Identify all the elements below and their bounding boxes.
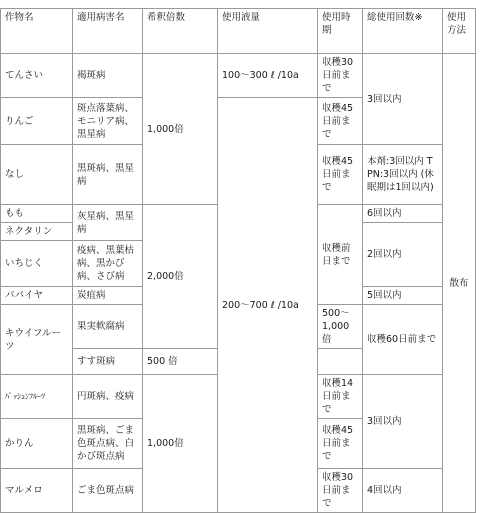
crop-cell: なし — [1, 145, 73, 205]
crop-cell: パパイヤ — [1, 287, 73, 305]
timing-cell: 収穫45日前まで — [318, 98, 363, 145]
crop-cell: てんさい — [1, 54, 73, 98]
timing-cell: 収穫45日前まで — [318, 145, 363, 205]
crop-cell: キウイフルーツ — [1, 305, 73, 375]
timing-cell: 収穫60日前まで — [363, 305, 443, 375]
method-cell: 散布 — [443, 54, 476, 513]
table-row — [1, 54, 476, 98]
disease-cell: 円斑病、疫病 — [73, 375, 143, 419]
header-total: 総使用回数※ — [363, 9, 443, 54]
header-dilution: 希釈倍数 — [143, 9, 218, 54]
dilution-cell: 1,000倍 — [143, 375, 218, 513]
disease-cell: すす斑病 — [73, 349, 143, 375]
crop-cell: マルメロ — [1, 469, 73, 513]
crop-cell: かりん — [1, 419, 73, 469]
disease-cell: 黒斑病、黒星病 — [73, 145, 143, 205]
crop-cell: いちじく — [1, 241, 73, 287]
header-volume: 使用液量 — [218, 9, 318, 54]
dilution-cell: 500～1,000倍 — [318, 305, 363, 349]
timing-cell: 収穫45日前まで — [318, 419, 363, 469]
header-row — [1, 9, 476, 54]
total-cell: 4回以内 — [363, 469, 443, 513]
dilution-cell: 500 倍 — [143, 349, 218, 375]
header-crop: 作物名 — [1, 9, 73, 54]
timing-cell: 収穫30日前まで — [318, 54, 363, 98]
dilution-cell: 2,000倍 — [143, 205, 218, 349]
disease-cell: 斑点落葉病、モニリア病、黒星病 — [73, 98, 143, 145]
disease-cell: 疫病、黒葉枯病、黒かび病、さび病 — [73, 241, 143, 287]
header-method: 使用方法 — [443, 9, 476, 54]
timing-cell: 収穫30日前まで — [318, 469, 363, 513]
header-timing: 使用時期 — [318, 9, 363, 54]
disease-cell: 黒斑病、ごま色斑点病、白かび斑点病 — [73, 419, 143, 469]
crop-cell: ネクタリン — [1, 223, 73, 241]
disease-cell: 灰星病、黒星病 — [73, 205, 143, 241]
volume-cell: 100～300 ℓ /10a — [218, 54, 318, 98]
disease-cell: 褐斑病 — [73, 54, 143, 98]
total-cell: 本剤:3回以内 TPN:3回以内 (休眠期は1回以内) — [363, 145, 443, 205]
disease-cell: 果実軟腐病 — [73, 305, 143, 349]
total-cell: 3回以内 — [363, 54, 443, 145]
disease-cell: ごま色斑点病 — [73, 469, 143, 513]
disease-cell: 炭疽病 — [73, 287, 143, 305]
total-cell: 2回以内 — [363, 223, 443, 287]
crop-cell: もも — [1, 205, 73, 223]
timing-cell: 収穫前日まで — [318, 205, 363, 305]
timing-cell: 収穫14日前まで — [318, 375, 363, 419]
total-cell: 5回以内 — [363, 287, 443, 305]
volume-cell: 200～700 ℓ /10a — [218, 98, 318, 513]
pesticide-usage-table — [0, 8, 476, 513]
total-cell: 3回以内 — [363, 375, 443, 469]
crop-cell: りんご — [1, 98, 73, 145]
total-cell: 6回以内 — [363, 205, 443, 223]
dilution-cell: 1,000倍 — [143, 54, 218, 205]
crop-cell: ﾊﾟｯｼｮﾝﾌﾙｰﾂ — [1, 375, 73, 419]
header-disease: 適用病害名 — [73, 9, 143, 54]
